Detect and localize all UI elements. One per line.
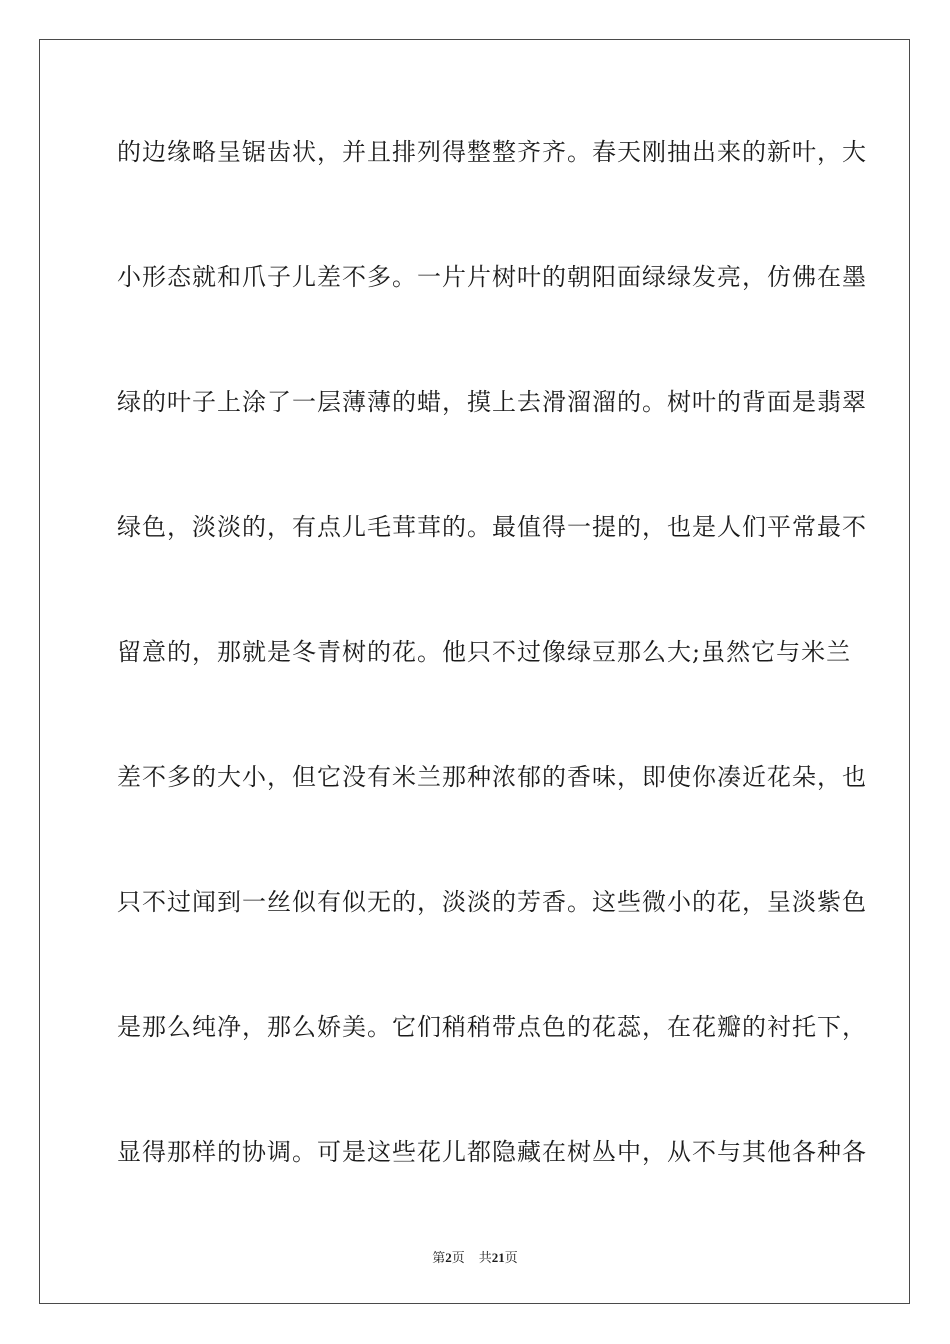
body-text (117, 129, 867, 1254)
text-line: 绿色，淡淡的，有点儿毛茸茸的。最值得一提的，也是人们平常最不 (117, 513, 867, 541)
page-suffix: 页 (451, 1251, 465, 1266)
total-suffix: 页 (504, 1251, 518, 1266)
text-line: 留意的，那就是冬青树的花。他只不过像绿豆那么大;虽然它与米兰 (117, 638, 852, 666)
text-line: 是那么纯净，那么娇美。它们稍稍带点色的花蕊，在花瓣的衬托下， (117, 1013, 867, 1041)
text-line: 的边缘略呈锯齿状，并且排列得整整齐齐。春天刚抽出来的新叶，大 (117, 138, 867, 166)
text-line: 小形态就和爪子儿差不多。一片片树叶的朝阳面绿绿发亮，仿佛在墨 (117, 263, 867, 291)
text-line: 显得那样的协调。可是这些花儿都隐藏在树丛中，从不与其他各种各 (117, 1138, 867, 1166)
text-line: 差不多的大小，但它没有米兰那种浓郁的香味，即使你凑近花朵，也 (117, 763, 867, 791)
total-pages: 21 (491, 1250, 505, 1265)
page-prefix: 第 (432, 1251, 446, 1266)
page-footer (0, 1247, 950, 1266)
total-prefix: 共 (478, 1251, 492, 1266)
text-line: 只不过闻到一丝似有似无的，淡淡的芳香。这些微小的花，呈淡紫色 (117, 888, 867, 916)
text-line: 绿的叶子上涂了一层薄薄的蜡，摸上去滑溜溜的。树叶的背面是翡翠 (117, 388, 867, 416)
page-number: 2 (445, 1250, 452, 1265)
